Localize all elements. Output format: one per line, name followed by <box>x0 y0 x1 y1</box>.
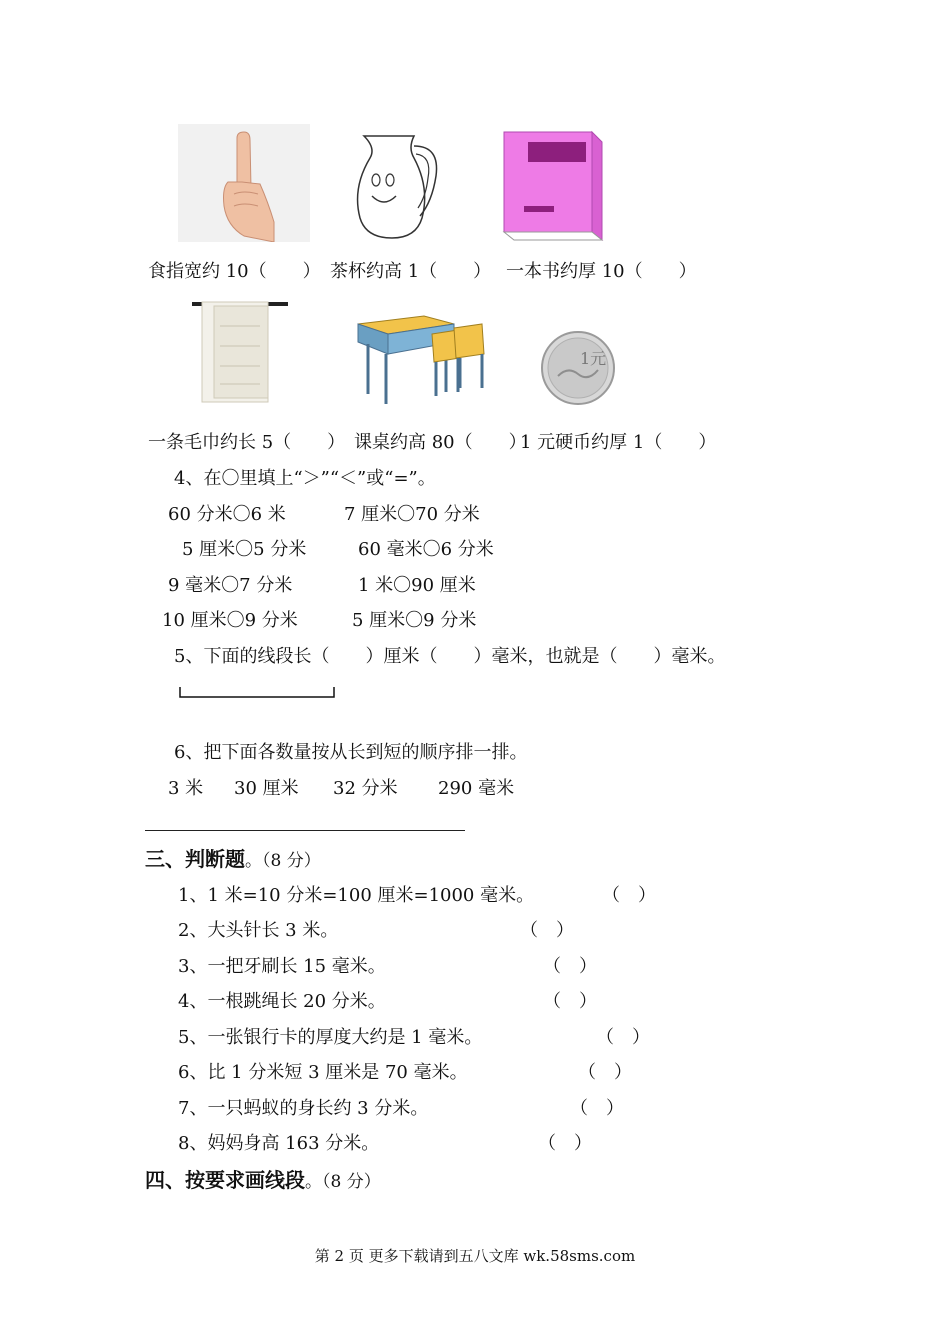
q4-item: 60 分米〇6 米 <box>168 504 286 525</box>
judge-answer-blank[interactable]: （ ） <box>578 1062 632 1083</box>
finger-image <box>178 124 310 242</box>
judge-answer-blank[interactable]: （ ） <box>602 885 656 906</box>
judge-item-text: 7、一只蚂蚁的身长约 3 分米。 <box>178 1098 429 1119</box>
section4-heading: 四、按要求画线段。（8 分） <box>145 1168 381 1192</box>
q4-title: 4、在〇里填上“＞”“＜”或“=”。 <box>174 468 436 489</box>
caption-book: 一本书约厚 10（ ） <box>506 261 697 282</box>
q6-item: 3 米 <box>168 778 204 799</box>
caption-teapot: 茶杯约高 1（ ） <box>330 261 492 282</box>
judge-answer-blank[interactable]: （ ） <box>543 991 597 1012</box>
judge-item-text: 5、一张银行卡的厚度大约是 1 毫米。 <box>178 1027 483 1048</box>
q4-item: 1 米〇90 厘米 <box>358 575 476 596</box>
q4-item: 10 厘米〇9 分米 <box>162 610 298 631</box>
caption-towel: 一条毛巾约长 5（ ） <box>148 432 346 453</box>
judge-item-text: 3、一把牙刷长 15 毫米。 <box>178 956 386 977</box>
teapot-image <box>350 128 446 242</box>
q5-title: 5、下面的线段长（ ）厘米（ ）毫米，也就是（ ）毫米。 <box>174 646 726 667</box>
judge-answer-blank[interactable]: （ ） <box>520 920 574 941</box>
q4-item: 9 毫米〇7 分米 <box>168 575 293 596</box>
judge-item-text: 2、大头针长 3 米。 <box>178 920 339 941</box>
caption-finger: 食指宽约 10（ ） <box>148 261 321 282</box>
q4-item: 5 厘米〇5 分米 <box>182 539 307 560</box>
section3-heading: 三、判断题。（8 分） <box>145 847 321 871</box>
judge-item-text: 8、妈妈身高 163 分米。 <box>178 1133 380 1154</box>
q4-item: 7 厘米〇70 分米 <box>344 504 480 525</box>
judge-item-text: 4、一根跳绳长 20 分米。 <box>178 991 386 1012</box>
book-image <box>502 128 606 242</box>
judge-answer-blank[interactable]: （ ） <box>596 1027 650 1048</box>
q4-item: 60 毫米〇6 分米 <box>358 539 494 560</box>
coin-image <box>540 330 616 406</box>
desk-image <box>354 310 492 406</box>
towel-image <box>192 296 296 406</box>
judge-answer-blank[interactable]: （ ） <box>570 1098 624 1119</box>
line-segment <box>178 684 338 698</box>
judge-answer-blank[interactable]: （ ） <box>538 1133 592 1154</box>
q4-item: 5 厘米〇9 分米 <box>352 610 477 631</box>
caption-coin: 1 元硬币约厚 1（ ） <box>520 432 717 453</box>
q6-item: 32 分米 <box>333 778 398 799</box>
caption-desk: 课桌约高 80（ ） <box>354 432 527 453</box>
page-footer: 第 2 页 更多下载请到五八文库 wk.58sms.com <box>314 1247 636 1265</box>
divider <box>145 830 465 831</box>
judge-item-text: 1、1 米=10 分米=100 厘米=1000 毫米。 <box>178 885 535 906</box>
judge-item-text: 6、比 1 分米短 3 厘米是 70 毫米。 <box>178 1062 468 1083</box>
q6-item: 290 毫米 <box>438 778 515 799</box>
coin-value-text: 1元 <box>580 349 607 368</box>
q6-item: 30 厘米 <box>234 778 299 799</box>
q6-title: 6、把下面各数量按从长到短的顺序排一排。 <box>174 742 528 763</box>
judge-answer-blank[interactable]: （ ） <box>543 956 597 977</box>
